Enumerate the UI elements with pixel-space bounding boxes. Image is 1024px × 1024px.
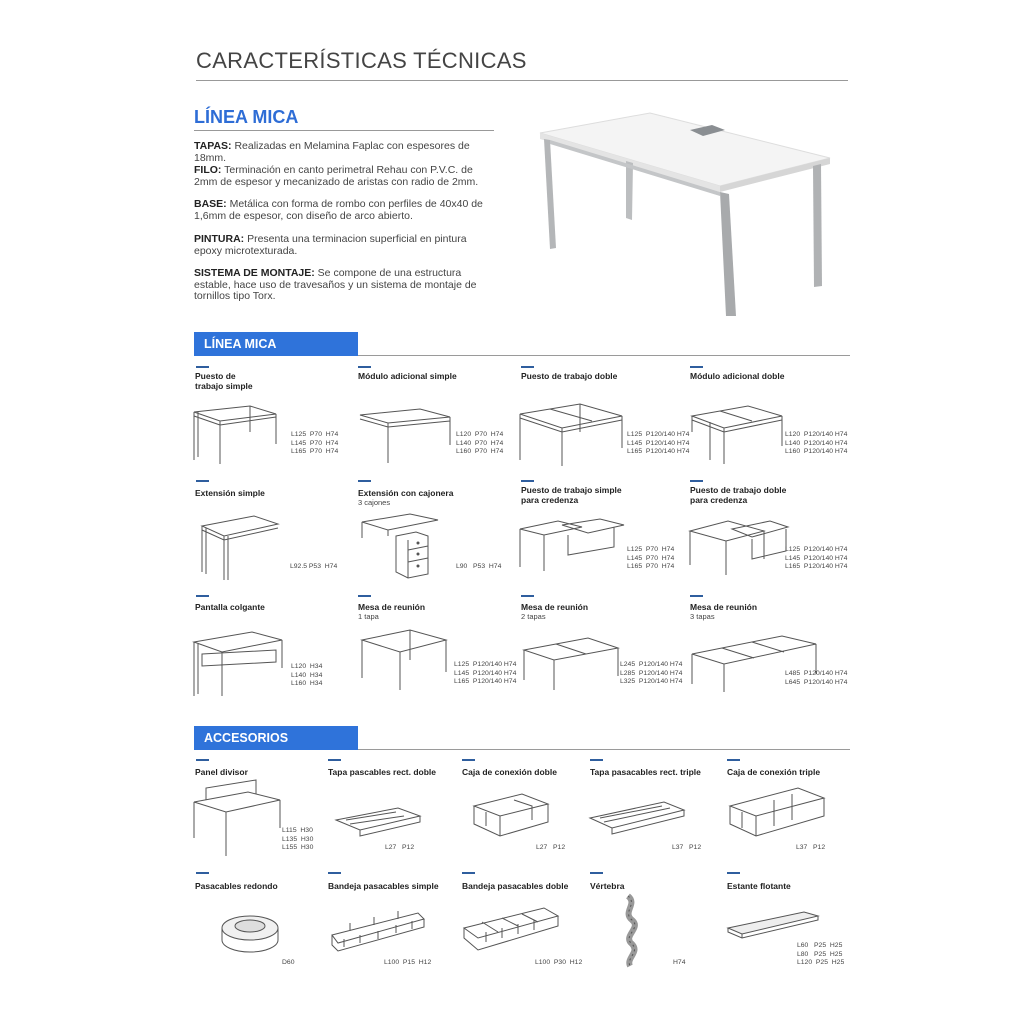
spec-text: Presenta una terminacion superficial en pintura epoxy microtexturada. <box>194 233 467 257</box>
item-dims: D60 <box>282 959 295 966</box>
item-label: Vértebra <box>590 881 625 891</box>
pantalla-colgante-image <box>192 628 292 698</box>
item-dims: L125 P70 H74 L145 P70 H74 L165 P70 H74 <box>627 546 675 571</box>
spec-text: Se compone de una estructura estable, hace uso de travesaños y un sistema de montaje de tornillos tipo Torx. <box>194 267 477 302</box>
item-marker <box>196 480 209 482</box>
puesto-credenza-doble-image <box>688 515 792 579</box>
item-marker <box>690 595 703 597</box>
item-label: Extensión simple <box>195 488 265 498</box>
panel-divisor-image <box>192 786 287 860</box>
caja-conexion-doble-image <box>472 790 552 840</box>
item-label: Caja de conexión doble <box>462 767 557 777</box>
item-label: Pasacables redondo <box>195 881 278 891</box>
item-marker <box>521 366 534 368</box>
item-marker <box>328 759 341 761</box>
item-sub: 3 tapas <box>690 612 715 621</box>
mesa-reunion-1-image <box>360 626 452 694</box>
item-dims: L120 P70 H74 L140 P70 H74 L160 P70 H74 <box>456 431 504 456</box>
item-label: Panel divisor <box>195 767 248 777</box>
item-marker <box>727 759 740 761</box>
spec-montaje <box>194 268 494 303</box>
puesto-credenza-simple-image <box>518 515 628 575</box>
vertebra-image <box>616 894 646 968</box>
item-dims: L37 P12 <box>796 844 826 851</box>
modulo-doble-image <box>690 402 790 468</box>
mesa-reunion-2-image <box>522 634 622 692</box>
item-marker <box>328 872 341 874</box>
spec-text: Terminación en canto perimetral Rehau con P.V.C. de 2mm de espesor y mecanizado de aristas con radio de 2mm. <box>194 164 479 188</box>
item-marker <box>462 872 475 874</box>
item-marker <box>690 480 703 482</box>
item-marker <box>196 759 209 761</box>
line-title-divider <box>194 130 494 131</box>
spec-filo <box>194 165 494 188</box>
item-marker <box>196 366 209 368</box>
bandeja-simple-image <box>330 905 430 955</box>
item-label: Puesto de trabajo doble para credenza <box>690 485 787 505</box>
item-label: Puesto de trabajo doble <box>521 371 618 381</box>
bandeja-doble-image <box>462 902 562 954</box>
item-marker <box>358 595 371 597</box>
extension-cajonera-image <box>358 510 448 580</box>
item-marker <box>690 366 703 368</box>
item-dims: L120 H34 L140 H34 L160 H34 <box>291 663 323 688</box>
item-marker <box>590 759 603 761</box>
item-dims: H74 <box>673 959 686 966</box>
spec-tapas <box>194 141 494 164</box>
item-dims: L125 P120/140 H74 L145 P120/140 H74 L165 P120/140 H74 <box>454 661 517 686</box>
item-dims: L120 P120/140 H74 L140 P120/140 H74 L160 P120/140 H74 <box>785 431 848 456</box>
section-accesorios-divider <box>358 749 850 750</box>
item-dims: L37 P12 <box>672 844 702 851</box>
item-marker <box>462 759 475 761</box>
item-marker <box>727 872 740 874</box>
item-dims: L100 P30 H12 <box>535 959 583 966</box>
item-dims: L245 P120/140 H74 L285 P120/140 H74 L325 P120/140 H74 <box>620 661 683 686</box>
modulo-simple-image <box>358 405 458 465</box>
spec-text: Metálica con forma de rombo con perfiles de 40x40 de 1,6mm de espesor, con diseño de arco abierto. <box>194 198 483 222</box>
spec-pintura <box>194 234 494 257</box>
item-dims: L90 P53 H74 <box>456 563 502 570</box>
spec-label: PINTURA: <box>194 233 245 245</box>
item-label: Extensión con cajonera <box>358 488 454 498</box>
item-dims: L100 P15 H12 <box>384 959 432 966</box>
item-marker <box>521 595 534 597</box>
puesto-simple-image <box>192 402 292 467</box>
item-sub: 2 tapas <box>521 612 546 621</box>
item-label: Puesto de trabajo simple <box>195 371 253 391</box>
section-linea-mica-divider <box>358 355 850 356</box>
item-label: Pantalla colgante <box>195 602 265 612</box>
item-label: Módulo adicional doble <box>690 371 785 381</box>
item-dims: L27 P12 <box>385 844 415 851</box>
item-sub: 1 tapa <box>358 612 379 621</box>
item-label: Bandeja pasacables simple <box>328 881 439 891</box>
spec-text: Realizadas en Melamina Faplac con espesores de 18mm. <box>194 140 470 164</box>
puesto-doble-image <box>518 400 628 470</box>
item-marker <box>358 480 371 482</box>
item-marker <box>590 872 603 874</box>
spec-label: FILO: <box>194 164 222 176</box>
item-label: Caja de conexión triple <box>727 767 821 777</box>
estante-flotante-image <box>726 910 822 942</box>
tapa-pasacables-triple-image <box>588 800 688 840</box>
page-title: CARACTERÍSTICAS TÉCNICAS <box>196 48 527 73</box>
item-label: Mesa de reunión <box>521 602 589 612</box>
item-dims: L485 P120/140 H74 L645 P120/140 H74 <box>785 670 848 686</box>
item-label: Mesa de reunión <box>690 602 758 612</box>
desk-hero-image <box>530 108 850 323</box>
item-label: Mesa de reunión <box>358 602 426 612</box>
item-dims: L115 H30 L135 H30 L155 H30 <box>282 827 314 852</box>
spec-label: TAPAS: <box>194 140 232 152</box>
item-dims: L92.5 P53 H74 <box>290 563 338 570</box>
item-marker <box>196 595 209 597</box>
item-label: Módulo adicional simple <box>358 371 457 381</box>
pasacables-redondo-image <box>220 912 284 956</box>
tapa-pasacables-doble-image <box>334 806 424 840</box>
item-label: Tapa pasacables rect. triple <box>590 767 701 777</box>
item-dims: L60 P25 H25 L80 P25 H25 L120 P25 H25 <box>797 942 845 967</box>
caja-conexion-triple-image <box>728 784 828 842</box>
spec-label: BASE: <box>194 198 227 210</box>
item-label: Tapa pascables rect. doble <box>328 767 437 777</box>
item-dims: L125 P120/140 H74 L145 P120/140 H74 L165 P120/140 H74 <box>785 546 848 571</box>
spec-label: SISTEMA DE MONTAJE: <box>194 267 315 279</box>
title-divider <box>196 80 848 81</box>
item-sub: 3 cajones <box>358 498 391 507</box>
item-label: Estante flotante <box>727 881 791 891</box>
item-dims: L125 P70 H74 L145 P70 H74 L165 P70 H74 <box>291 431 339 456</box>
item-marker <box>196 872 209 874</box>
item-dims: L27 P12 <box>536 844 566 851</box>
spec-base <box>194 199 494 222</box>
item-marker <box>358 366 371 368</box>
section-linea-mica-label: LÍNEA MICA <box>194 332 358 356</box>
item-dims: L125 P120/140 H74 L145 P120/140 H74 L165 P120/140 H74 <box>627 431 690 456</box>
item-marker <box>521 480 534 482</box>
item-label: Bandeja pasacables doble <box>462 881 569 891</box>
section-accesorios-label: ACCESORIOS <box>194 726 358 750</box>
line-title: LÍNEA MICA <box>194 107 299 127</box>
extension-simple-image <box>200 512 290 584</box>
item-label: Puesto de trabajo simple para credenza <box>521 485 622 505</box>
